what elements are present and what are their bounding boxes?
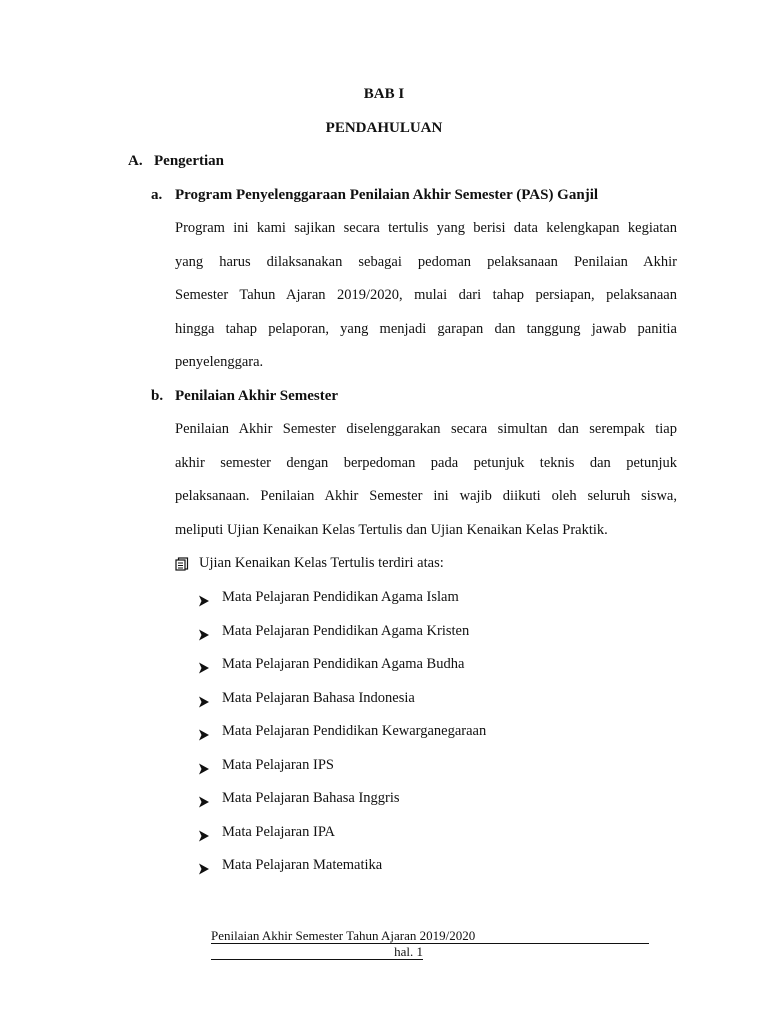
written-exam-intro-text: Ujian Kenaikan Kelas Tertulis terdiri atas: [199, 555, 444, 571]
list-item [198, 686, 486, 720]
arrow-bullet-icon [198, 692, 210, 704]
arrow-bullet-icon [198, 859, 210, 871]
footer-title: Penilaian Akhir Semester Tahun Ajaran 2019/2020 [211, 928, 649, 944]
list-item [198, 585, 486, 619]
subsection-number: b. [151, 388, 164, 404]
list-item [198, 786, 486, 820]
subject-label: Mata Pelajaran Matematika [222, 857, 383, 873]
subsection-title: Program Penyelenggaraan Penilaian Akhir Semester (PAS) Ganjil [175, 187, 599, 203]
arrow-bullet-icon [198, 759, 210, 771]
list-item [198, 853, 486, 887]
subsection-title: Penilaian Akhir Semester [175, 388, 339, 404]
section-title: Pengertian [154, 153, 224, 169]
arrow-bullet-icon [198, 591, 210, 603]
subject-label: Mata Pelajaran Pendidikan Agama Kristen [222, 622, 470, 639]
paragraph-line: Program ini kami sajikan secara tertulis yang berisi data kelengkapan kegiatan [175, 220, 677, 236]
paragraph-program [175, 212, 677, 380]
paragraph-line: meliputi Ujian Kenaikan Kelas Tertulis dan Ujian Kenaikan Kelas Praktik. [175, 521, 608, 538]
paragraph-line: Penilaian Akhir Semester diselenggarakan secara simultan dan serempak tiap [175, 421, 677, 437]
subject-label: Mata Pelajaran IPS [222, 756, 334, 773]
section-heading-a [128, 153, 224, 170]
list-item [198, 619, 486, 653]
subsection-heading-b [151, 388, 338, 405]
chapter-label: BAB I [363, 86, 405, 102]
paragraph-line: penyelenggara. [175, 354, 264, 370]
footer-page-number: hal. 1 [211, 944, 423, 960]
subsection-heading-a [151, 187, 598, 204]
subject-label: Mata Pelajaran Bahasa Indonesia [222, 689, 415, 706]
arrow-bullet-icon [198, 792, 210, 804]
paragraph-pas [175, 413, 677, 547]
subject-list [198, 585, 486, 887]
list-item [198, 753, 486, 787]
subsection-number: a. [151, 187, 163, 203]
subject-label: Mata Pelajaran Pendidikan Agama Budha [222, 656, 465, 672]
paragraph-line: pelaksanaan. Penilaian Akhir Semester ini wajib diikuti oleh seluruh siswa, [175, 488, 677, 504]
list-item [198, 719, 486, 753]
book-bullet-icon [175, 557, 189, 571]
paragraph-line: yang harus dilaksanakan sebagai pedoman pelaksanaan Penilaian Akhir [175, 253, 677, 270]
written-exam-intro [175, 555, 444, 572]
subject-label: Mata Pelajaran Bahasa Inggris [222, 790, 400, 806]
paragraph-line: Semester Tahun Ajaran 2019/2020, mulai dari tahap persiapan, pelaksanaan [175, 287, 677, 303]
arrow-bullet-icon [198, 658, 210, 670]
arrow-bullet-icon [198, 725, 210, 737]
list-item [198, 820, 486, 854]
paragraph-line: hingga tahap pelaporan, yang menjadi garapan dan tanggung jawab panitia [175, 320, 677, 337]
subject-label: Mata Pelajaran Pendidikan Kewarganegaraan [222, 723, 487, 739]
paragraph-line: akhir semester dengan berpedoman pada petunjuk teknis dan petunjuk [175, 454, 677, 471]
chapter-title: PENDAHULUAN [325, 120, 443, 136]
subject-label: Mata Pelajaran IPA [222, 823, 336, 840]
arrow-bullet-icon [198, 826, 210, 838]
subject-label: Mata Pelajaran Pendidikan Agama Islam [222, 589, 459, 605]
section-number: A. [128, 153, 143, 169]
arrow-bullet-icon [198, 625, 210, 637]
list-item [198, 652, 486, 686]
